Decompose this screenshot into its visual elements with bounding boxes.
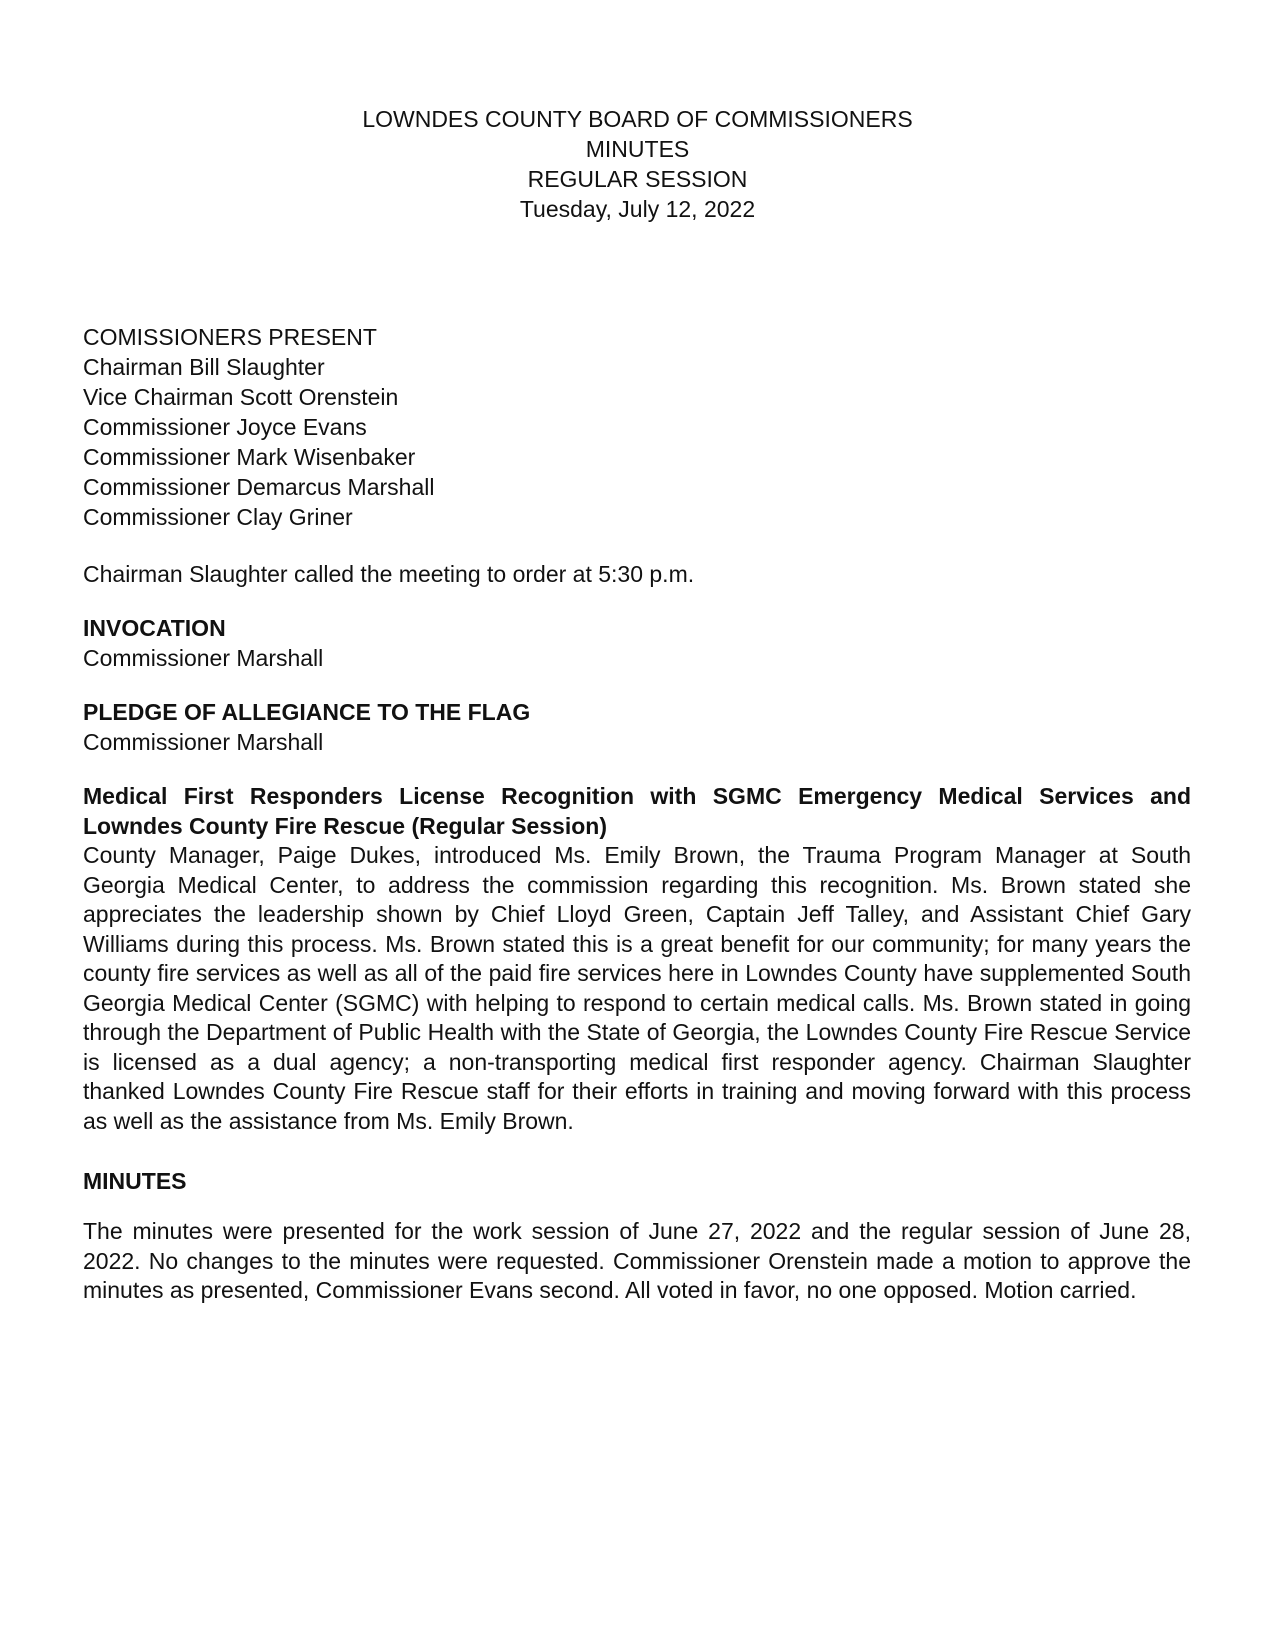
invocation-section: [83, 613, 1191, 673]
recognition-text: County Manager, Paige Dukes, introduced Ms. Emily Brown, the Trauma Program Manager at South Georgia Medical Center, to address the commission regarding this recognition. Ms. Brown stated she appreciates the leadership shown by Chief Lloyd Green, Captain Jeff Talley, and Assistant Chief Gary Williams during this process. Ms. Brown stated this is a great benefit for our community; for many years the county fire services as well as all of the paid fire services here in Lowndes County have supplemented South Georgia Medical Center (SGMC) with helping to respond to certain medical calls. Ms. Brown stated in going through the Department of Public Health with the State of Georgia, the Lowndes County Fire Rescue Service is licensed as a dual agency; a non-transporting medical first responder agency. Chairman Slaughter thanked Lowndes County Fire Rescue staff for their efforts in training and moving forward with this process as well as the assistance from Ms. Emily Brown.: [83, 842, 1191, 1134]
document-header: [0, 104, 1275, 224]
invocation-heading: INVOCATION: [83, 615, 226, 641]
recognition-section: [83, 781, 1191, 1136]
commissioner-item: Commissioner Mark Wisenbaker: [83, 444, 416, 470]
minutes-text: The minutes were presented for the work session of June 27, 2022 and the regular session of June 28, 2022. No changes to the minutes were requested. Commissioner Orenstein made a motion to approve the minutes as presented, Commissioner Evans second. All voted in favor, no one opposed. Motion carried.: [83, 1218, 1191, 1303]
minutes-section: [83, 1166, 1191, 1306]
minutes-heading: MINUTES: [83, 1168, 187, 1194]
commissioner-item: Commissioner Clay Griner: [83, 504, 353, 530]
commissioners-present-heading: COMISSIONERS PRESENT: [83, 324, 377, 350]
commissioners-present: [83, 322, 1191, 532]
pledge-section: [83, 697, 1191, 757]
header-document-type: MINUTES: [585, 136, 690, 162]
commissioner-item: Commissioner Demarcus Marshall: [83, 474, 435, 500]
header-date: Tuesday, July 12, 2022: [519, 196, 756, 222]
recognition-heading: Medical First Responders License Recognition with SGMC Emergency Medical Services and Lowndes County Fire Rescue (Regular Session): [83, 783, 1191, 839]
document-body: [83, 322, 1191, 1306]
commissioner-item: Chairman Bill Slaughter: [83, 354, 325, 380]
commissioner-item: Commissioner Joyce Evans: [83, 414, 367, 440]
pledge-text: Commissioner Marshall: [83, 729, 324, 755]
header-session-type: REGULAR SESSION: [527, 166, 748, 192]
commissioner-item: Vice Chairman Scott Orenstein: [83, 384, 399, 410]
invocation-text: Commissioner Marshall: [83, 645, 324, 671]
header-organization: LOWNDES COUNTY BOARD OF COMMISSIONERS: [362, 106, 913, 132]
call-to-order: Chairman Slaughter called the meeting to order at 5:30 p.m.: [83, 561, 695, 587]
pledge-heading: PLEDGE OF ALLEGIANCE TO THE FLAG: [83, 699, 531, 725]
